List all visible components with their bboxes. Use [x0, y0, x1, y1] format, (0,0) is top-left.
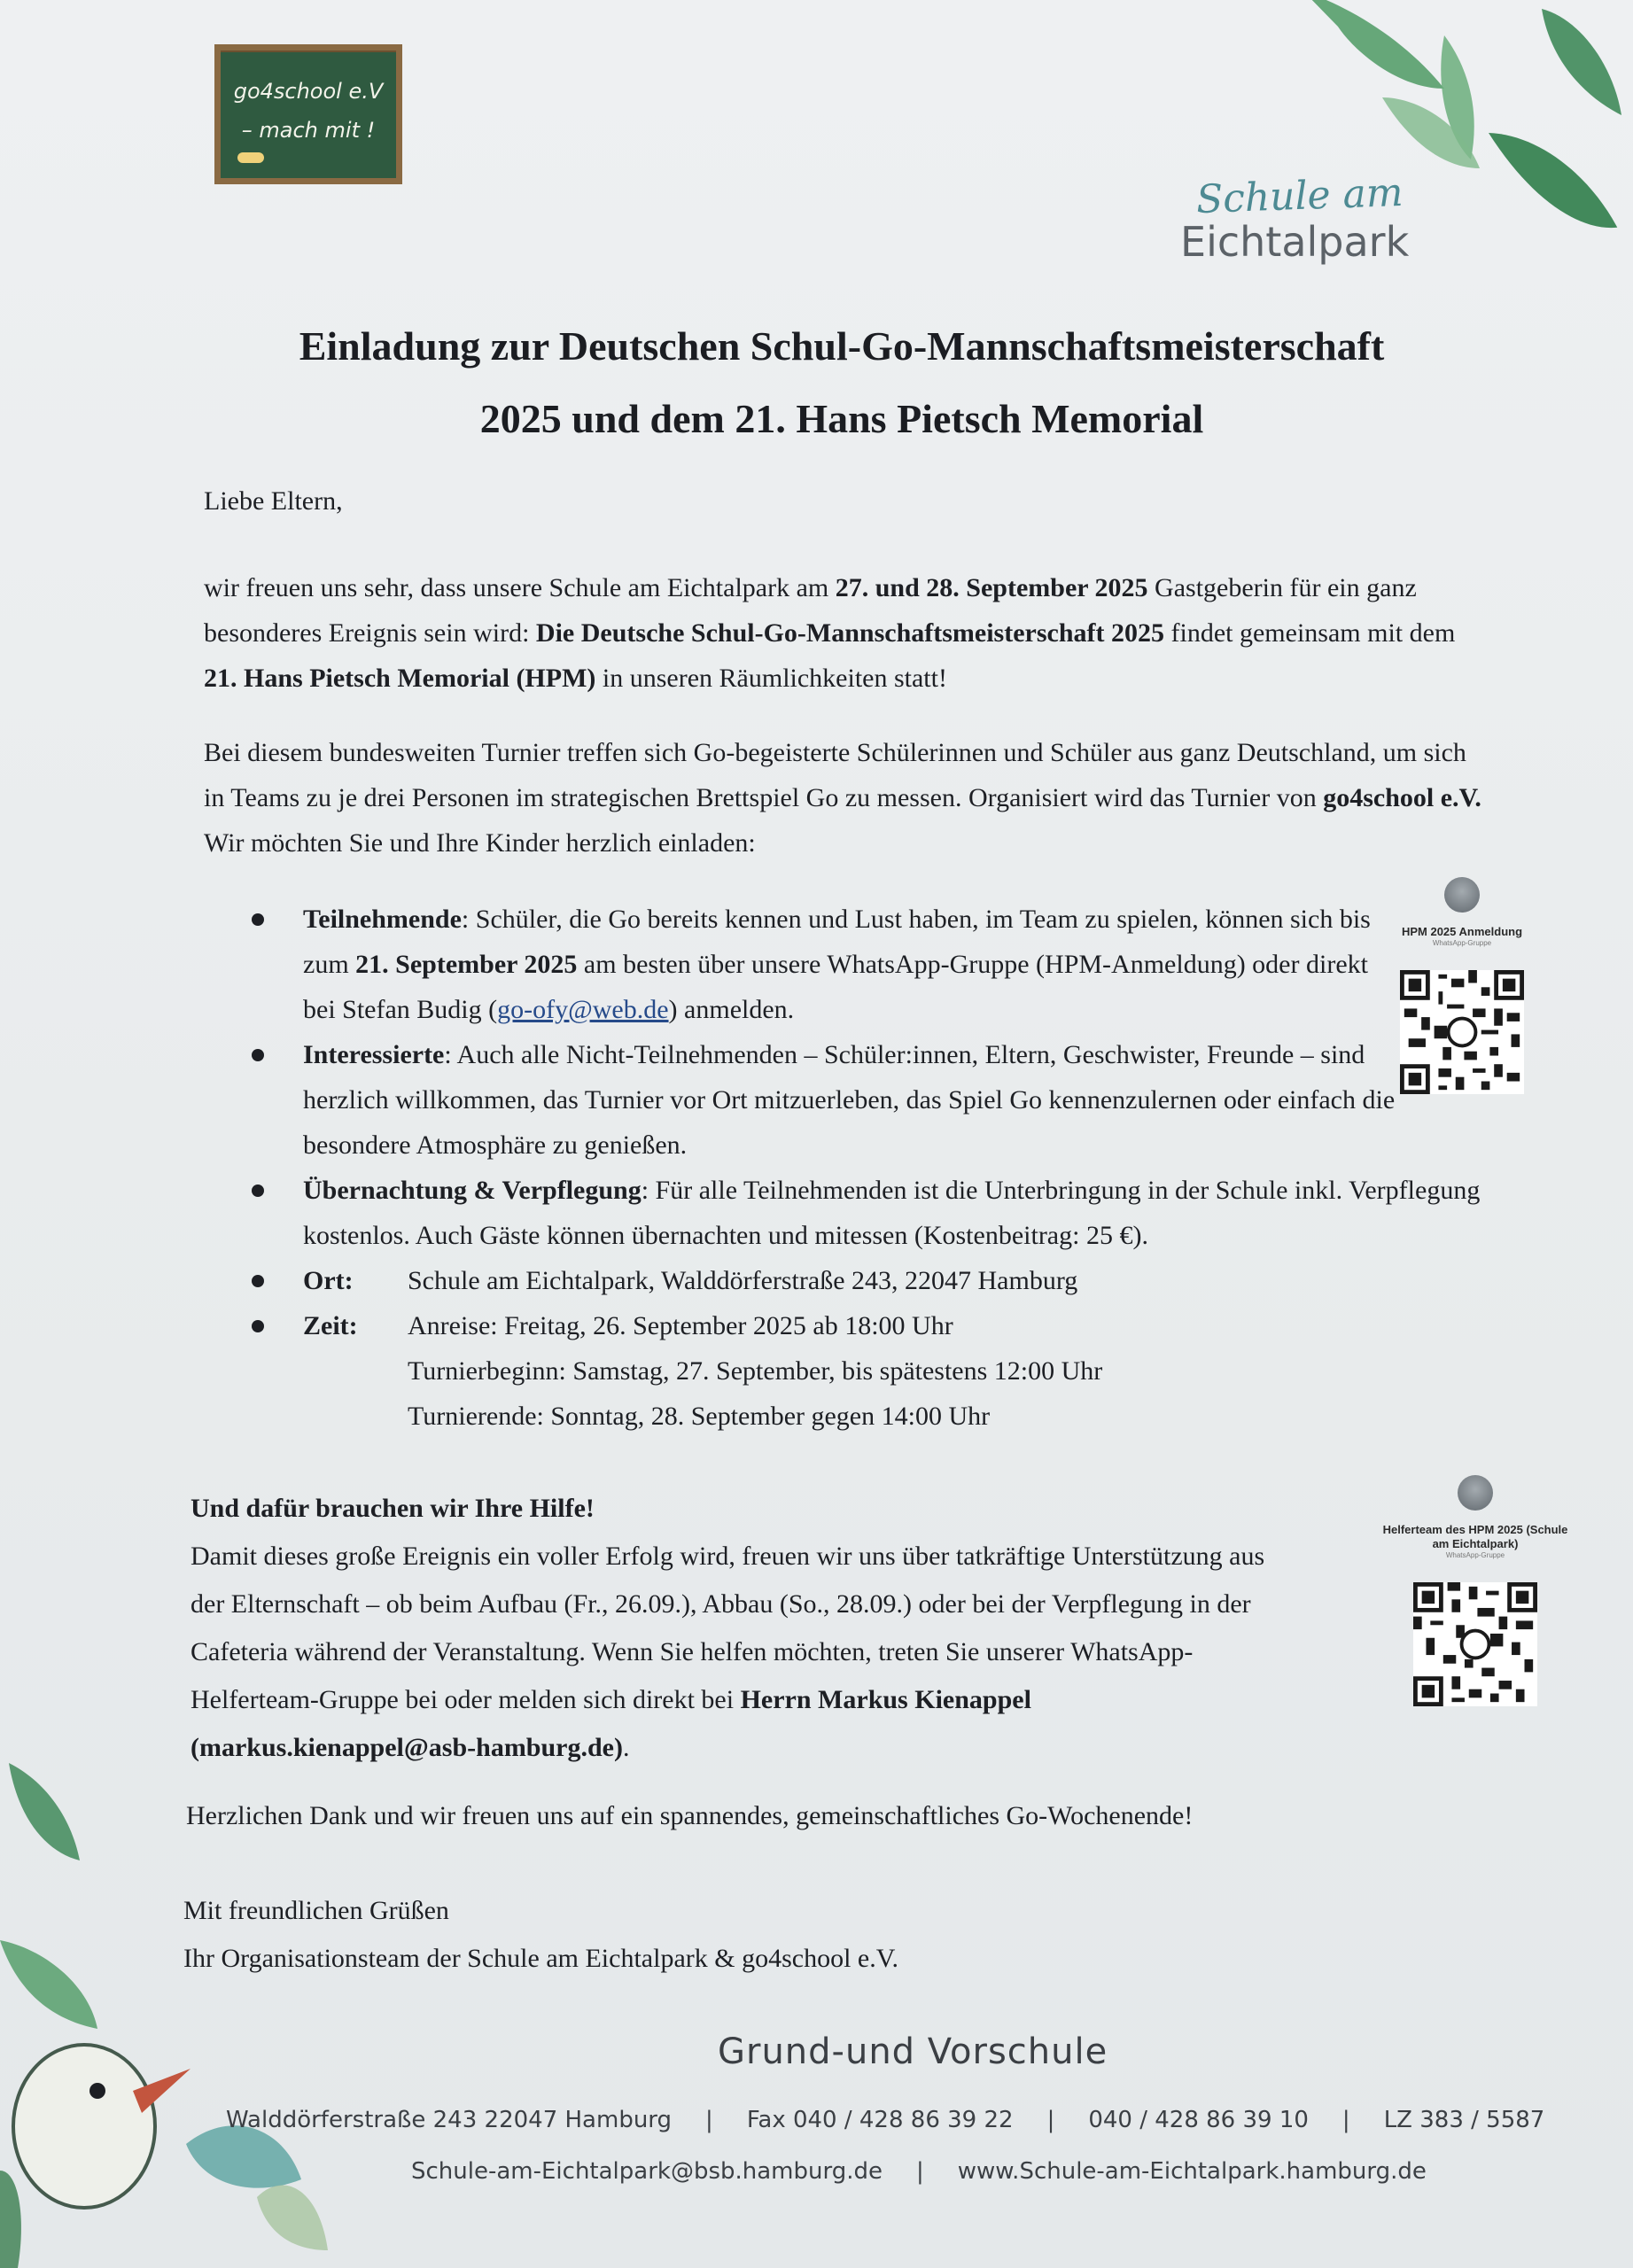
footer-school-type: Grund-und Vorschule: [718, 2031, 1108, 2072]
group-avatar: [1444, 877, 1480, 913]
footer-contact-line: [226, 2107, 1544, 2133]
address-text: Schule am Eichtalpark, Walddörferstraße 243, 22047 Hamburg: [408, 1266, 1078, 1295]
closing-line: Mit freundlichen Grüßen: [183, 1896, 449, 1925]
tournament-paragraph: [204, 730, 1489, 866]
list-item-uebernachtung: [248, 1168, 1489, 1258]
text: Bei diesem bundesweiten Turnier treffen sich Go-begeisterte Schülerinnen und Schüler aus ganz Deutschland, um sich in Teams zu je drei Personen im strategischen Brettspiel Go zu messen. Organisiert wird das Turnier von: [204, 738, 1466, 812]
text: Wir möchten Sie und Ihre Kinder herzlich einladen:: [204, 828, 756, 858]
separator: |: [705, 2107, 713, 2133]
footer-lz: LZ 383 / 5587: [1383, 2107, 1545, 2133]
list-item-interessierte: [248, 1032, 1402, 1168]
bullet-dot: [252, 1049, 264, 1061]
document-title: [142, 310, 1542, 455]
text: : Schüler, die Go bereits kennen und Lust haben, im Team zu spielen, können sich bis zum: [303, 905, 1371, 979]
contact-bold: Herrn Markus Kienappel (markus.kienappel@asb-hamburg.de): [191, 1685, 1031, 1762]
bullet-label: Teilnehmende: [303, 905, 462, 934]
text: am besten über unsere WhatsApp-Gruppe (HPM-Anmeldung) oder direkt bei Stefan Budig (: [303, 950, 1368, 1024]
time-line: Turnierende: Sonntag, 28. September gegen 14:00 Uhr: [408, 1402, 991, 1431]
closing-line: Ihr Organisationsteam der Schule am Eichtalpark & go4school e.V.: [183, 1944, 899, 1973]
list-item-zeit: [248, 1303, 1489, 1439]
text: Gastgeberin für ein ganz besonderes Ereignis sein wird:: [204, 573, 1417, 648]
leaf-shape: [9, 1763, 80, 1860]
group-avatar: [1458, 1475, 1493, 1511]
separator: |: [1046, 2107, 1055, 2133]
help-heading: Und dafür brauchen wir Ihre Hilfe!: [191, 1494, 595, 1523]
bird-eye: [89, 2083, 105, 2099]
help-paragraph: [191, 1533, 1298, 1772]
qr-subtitle: WhatsApp-Gruppe: [1445, 1551, 1505, 1559]
text: wir freuen uns sehr, dass unsere Schule am Eichtalpark am: [204, 573, 836, 602]
leaf-decoration-bottom-left: [0, 1754, 372, 2268]
school-logo-name: Eichtalpark: [1180, 218, 1410, 266]
greeting: Liebe Eltern,: [204, 486, 343, 516]
list-item-teilnehmende: [248, 897, 1402, 1032]
leaf-shape: [0, 1940, 97, 2029]
qr-title: HPM 2025 Anmeldung: [1401, 925, 1523, 938]
leaf-decoration-top-right: [1223, 0, 1633, 319]
date-bold: 27. und 28. September 2025: [835, 573, 1148, 602]
text: findet gemeinsam mit dem: [1164, 618, 1456, 648]
bullet-label: Interessierte: [303, 1040, 445, 1069]
qr-subtitle: WhatsApp-Gruppe: [1432, 939, 1492, 947]
qr-card-helferteam: [1373, 1475, 1577, 1711]
footer-website[interactable]: www.Schule-am-Eichtalpark.hamburg.de: [957, 2158, 1427, 2185]
school-logo-script: Schule am: [1195, 169, 1404, 223]
bullet-dot: [252, 1320, 264, 1332]
bird-body: [13, 2045, 155, 2208]
footer-fax: Fax 040 / 428 86 39 22: [746, 2107, 1014, 2133]
footer-web-line: [411, 2158, 1427, 2185]
logo-line: go4school e.V: [233, 79, 384, 104]
text: : Auch alle Nicht-Teilnehmenden – Schüler:innen, Eltern, Geschwister, Freunde – sind herzlich willkommen, das Turnier vor Ort mitzuerleben, das Spiel Go kennenzulernen oder einfach die besondere Atmosphäre zu genießen.: [303, 1040, 1396, 1160]
thanks-line: Herzlichen Dank und wir freuen uns auf ein spannendes, gemeinschaftliches Go-Wochenende!: [186, 1801, 1194, 1830]
leaf-shape: [1489, 103, 1617, 258]
qr-title: Helferteam des HPM 2025 (Schule am Eichtalpark): [1382, 1523, 1568, 1550]
separator: |: [1341, 2107, 1350, 2133]
event-bold: Die Deutsche Schul-Go-Mannschaftsmeisterschaft 2025: [535, 618, 1165, 648]
footer-email[interactable]: Schule-am-Eichtalpark@bsb.hamburg.de: [411, 2158, 883, 2185]
info-list: [248, 897, 1489, 1439]
organizer-bold: go4school e.V.: [1323, 783, 1481, 812]
go4school-logo: [214, 44, 402, 184]
leaf-shape: [1303, 0, 1444, 89]
qr-code-anmeldung[interactable]: [1400, 970, 1524, 1094]
qr-card-anmeldung: [1360, 877, 1564, 1099]
logo-line: – mach mit !: [241, 118, 376, 143]
list-item-ort: [248, 1258, 1489, 1303]
leaf-shape: [1542, 9, 1621, 115]
time-line: Turnierbeginn: Samstag, 27. September, bis spätestens 12:00 Uhr: [408, 1356, 1103, 1386]
title-line: 2025 und dem 21. Hans Pietsch Memorial: [479, 396, 1204, 441]
time-line: Anreise: Freitag, 26. September 2025 ab 18:00 Uhr: [408, 1311, 953, 1340]
leaf-shape: [186, 2125, 301, 2187]
intro-paragraph: [204, 565, 1489, 701]
footer-address: Walddörferstraße 243 22047 Hamburg: [226, 2107, 673, 2133]
bullet-label: Zeit:: [303, 1311, 358, 1340]
deadline-bold: 21. September 2025: [355, 950, 578, 979]
closing: [183, 1887, 898, 1983]
bullet-label: Ort:: [303, 1266, 354, 1295]
qr-code-helferteam[interactable]: [1413, 1582, 1537, 1706]
leaf-shape: [0, 2171, 21, 2268]
text: : Für alle Teilnehmenden ist die Unterbringung in der Schule inkl. Verpflegung kostenlos. Auch Gäste können übernachten und mitessen (Kostenbeitrag: 25 €).: [303, 1176, 1481, 1250]
separator: |: [916, 2158, 924, 2185]
text: in unseren Räumlichkeiten statt!: [595, 664, 947, 693]
bullet-label: Übernachtung & Verpflegung: [303, 1176, 642, 1205]
help-section: [191, 1485, 1298, 1772]
footer-phone: 040 / 428 86 39 10: [1088, 2107, 1309, 2133]
title-line: Einladung zur Deutschen Schul-Go-Mannschaftsmeisterschaft: [299, 323, 1385, 369]
text: .: [622, 1733, 630, 1762]
hpm-bold: 21. Hans Pietsch Memorial (HPM): [204, 664, 596, 693]
email-link[interactable]: go-ofy@web.de: [497, 995, 669, 1024]
bullet-dot: [252, 913, 264, 926]
chalk-sponge: [237, 152, 264, 163]
leaf-shape: [257, 2186, 328, 2251]
bullet-dot: [252, 1275, 264, 1287]
bullet-dot: [252, 1184, 264, 1197]
text: ) anmelden.: [668, 995, 795, 1024]
text: Damit dieses große Ereignis ein voller Erfolg wird, freuen wir uns über tatkräftige Unterstützung aus der Elternschaft – ob beim Aufbau (Fr., 26.09.), Abbau (So., 28.09.) oder bei der Verpflegung in der Cafeteria während der Veranstaltung. Wenn Sie helfen möchten, treten Sie unserer WhatsApp-Helferteam-Gruppe bei oder melden sich direkt bei: [191, 1542, 1265, 1714]
